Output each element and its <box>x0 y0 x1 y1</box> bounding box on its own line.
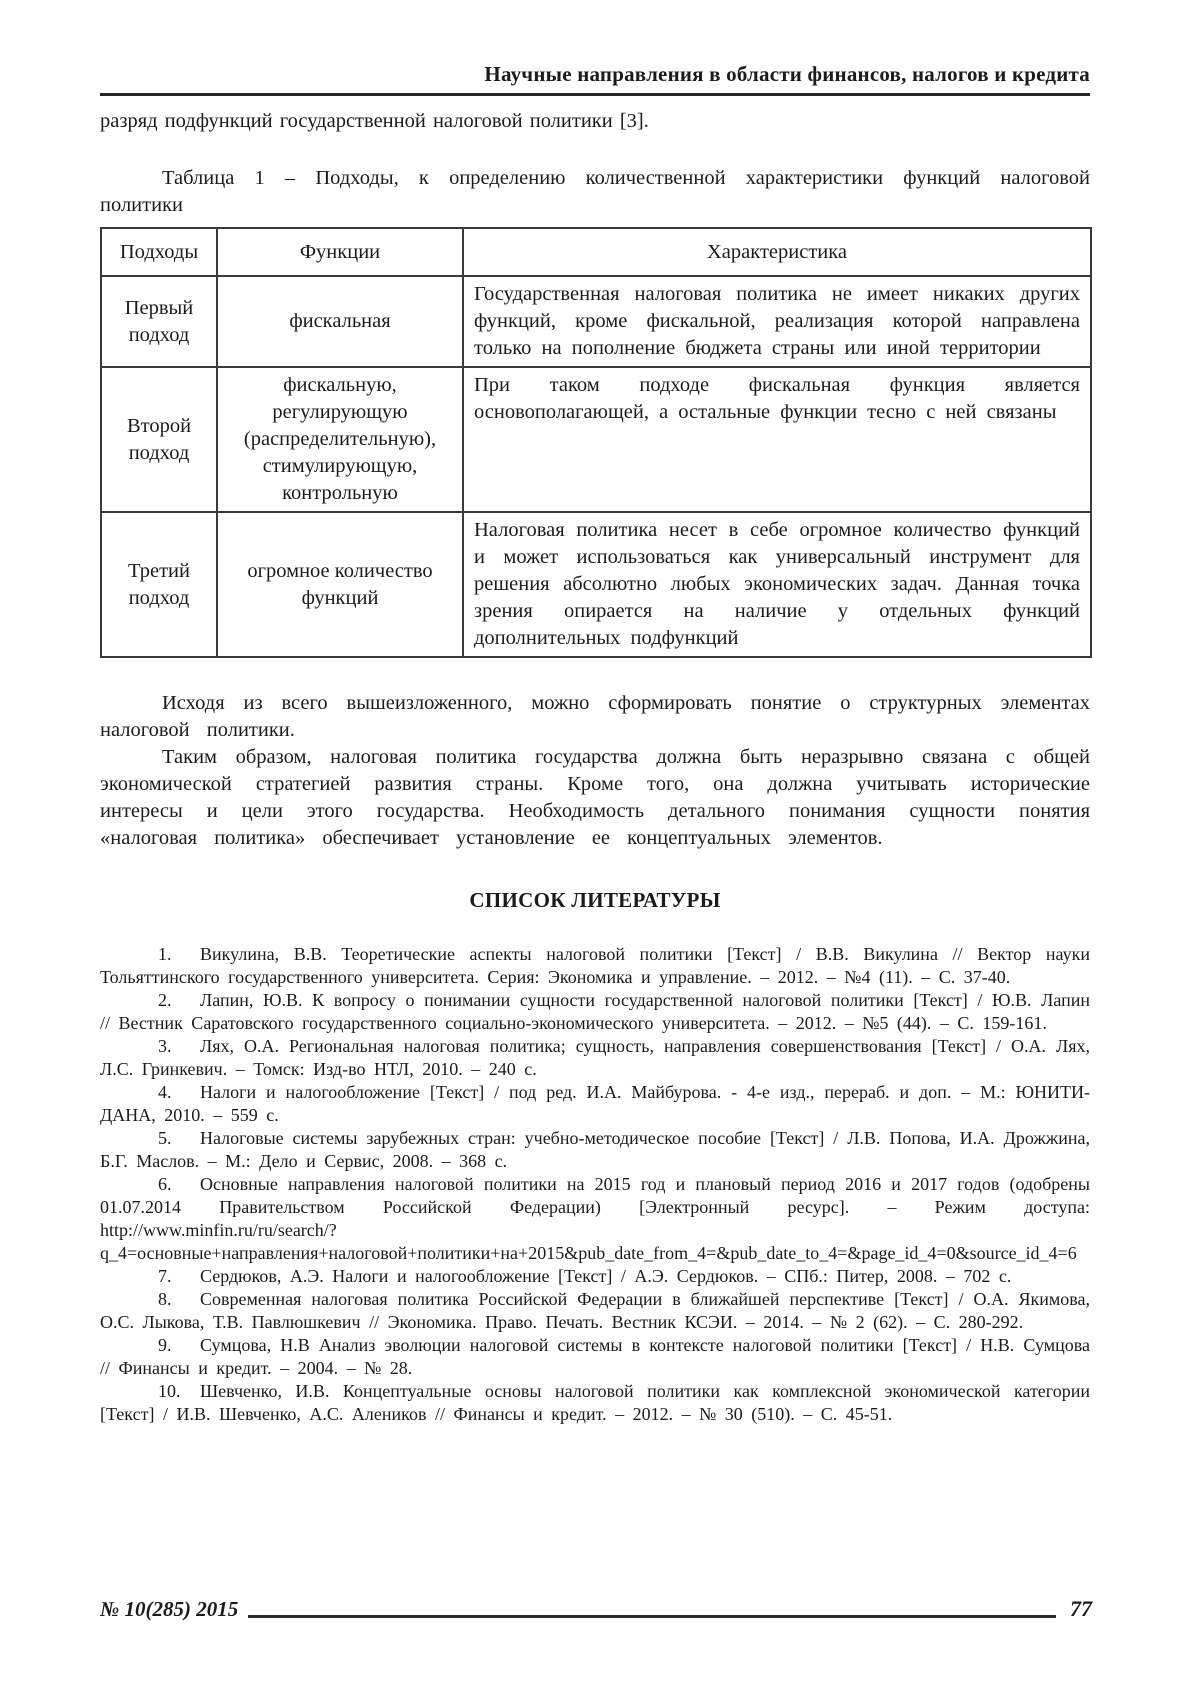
characteristic-cell: Налоговая политика несет в себе огромное количество функций и может использоваться как универсальный инструмент для решения абсолютно любых экономических задач. Данная точка зрения опирается на наличие у отдельных функций дополнительных подфункций <box>463 512 1091 657</box>
running-head <box>100 0 1090 96</box>
reference-number: 2. <box>158 990 172 1010</box>
reference-item <box>100 1173 1090 1265</box>
issue-label: № 10(285) 2015 <box>100 1597 239 1621</box>
reference-item <box>100 1127 1090 1173</box>
reference-item <box>100 1334 1090 1380</box>
reference-number: 4. <box>158 1082 172 1102</box>
reference-number: 6. <box>158 1174 172 1194</box>
body-paragraph: Исходя из всего вышеизложенного, можно сформировать понятие о структурных элементах налоговой политики. <box>100 692 1090 741</box>
table-caption: Таблица 1 – Подходы, к определению количественной характеристики функций налоговой политики <box>100 167 1090 216</box>
functions-cell: фискальная <box>217 276 463 367</box>
references-heading: СПИСОК ЛИТЕРАТУРЫ <box>469 888 721 912</box>
reference-text: Сердюков, А.Э. Налоги и налогообложение [Текст] / А.Э. Сердюков. – СПб.: Питер, 2008. – 702 с. <box>200 1266 1012 1286</box>
page-content <box>100 0 1090 1426</box>
table-row <box>101 512 1091 657</box>
reference-text: Шевченко, И.В. Концептуальные основы налоговой политики как комплексной экономической категории [Текст] / И.В. Шевченко, А.С. Алеников // Финансы и кредит. – 2012. – № 30 (510). – С. 45-51. <box>100 1381 1090 1424</box>
reference-text: Лях, О.А. Региональная налоговая политика; сущность, направления совершенствования [Текст] / О.А. Лях, Л.С. Гринкевич. – Томск: Изд-во НТЛ, 2010. – 240 с. <box>100 1036 1090 1079</box>
characteristic-cell: При таком подходе фискальная функция является основополагающей, а остальные функции тесно с ней связаны <box>463 367 1091 512</box>
reference-text: Современная налоговая политика Российской Федерации в ближайшей перспективе [Текст] / О.А. Якимова, О.С. Лыкова, Т.В. Павлюшкевич // Экономика. Право. Печать. Вестник КСЭИ. – 2014. – № 2 (62). – С. 280-292. <box>100 1289 1090 1332</box>
body-paragraph: Таким образом, налоговая политика государства должна быть неразрывно связана с общей экономической стратегией развития страны. Кроме того, она должна учитывать исторические интересы и цели этого государства. Необходимость детального понимания сущности понятия «налоговая политика» обеспечивает установление ее концептуальных элементов. <box>100 746 1090 849</box>
reference-number: 5. <box>158 1128 172 1148</box>
reference-text: Сумцова, Н.В Анализ эволюции налоговой системы в контексте налоговой политики [Текст] / Н.В. Сумцова // Финансы и кредит. – 2004. – № 28. <box>100 1335 1090 1378</box>
approach-cell: Первый подход <box>101 276 217 367</box>
column-header-approaches: Подходы <box>101 228 217 276</box>
approach-cell: Третий подход <box>101 512 217 657</box>
footer-rule <box>248 1615 1056 1618</box>
reference-number: 1. <box>158 944 172 964</box>
reference-item <box>100 1035 1090 1081</box>
references-list <box>100 943 1090 1426</box>
table-row <box>101 276 1091 367</box>
reference-number: 7. <box>158 1266 172 1286</box>
reference-text: Налоговые системы зарубежных стран: учебно-методическое пособие [Текст] / Л.В. Попова, И.А. Дрожжина, Б.Г. Маслов. – М.: Дело и Сервис, 2008. – 368 с. <box>100 1128 1090 1171</box>
reference-item <box>100 1265 1090 1288</box>
functions-cell: огромное количество функций <box>217 512 463 657</box>
page-number: 77 <box>1070 1596 1092 1621</box>
functions-cell: фискальную, регулирующую (распределительную), стимулирующую, контрольную <box>217 367 463 512</box>
intro-paragraph: разряд подфункций государственной налоговой политики [3]. <box>100 110 649 132</box>
reference-item <box>100 1380 1090 1426</box>
reference-number: 10. <box>158 1381 181 1401</box>
page-footer <box>100 1596 1092 1622</box>
approach-cell: Второй подход <box>101 367 217 512</box>
reference-item <box>100 943 1090 989</box>
reference-item <box>100 989 1090 1035</box>
approaches-table <box>100 227 1092 658</box>
column-header-functions: Функции <box>217 228 463 276</box>
characteristic-cell: Государственная налоговая политика не имеет никаких других функций, кроме фискальной, реализация которой направлена только на пополнение бюджета страны или иной территории <box>463 276 1091 367</box>
reference-text: Лапин, Ю.В. К вопросу о понимании сущности государственной налоговой политики [Текст] / Ю.В. Лапин // Вестник Саратовского государственного социально-экономического университета. – 2012. – №5 (44). – С. 159-161. <box>100 990 1090 1033</box>
reference-item <box>100 1288 1090 1334</box>
reference-number: 8. <box>158 1289 172 1309</box>
reference-item <box>100 1081 1090 1127</box>
column-header-characteristic: Характеристика <box>463 228 1091 276</box>
table-header-row <box>101 228 1091 276</box>
reference-text: Налоги и налогообложение [Текст] / под ред. И.А. Майбурова. - 4-е изд., перераб. и доп. – М.: ЮНИТИ-ДАНА, 2010. – 559 с. <box>100 1082 1090 1125</box>
reference-text: Основные направления налоговой политики на 2015 год и плановый период 2016 и 2017 годов (одобрены 01.07.2014 Правительством Российской Федерации) [Электронный ресурс]. – Режим доступа: http://www.minfin.ru/ru/search/?q_4=основные+направления+налоговой+политики+на+2015&pub_date_from_4=&pub_date_to_4=&page_id_4=0&source_id_4=6 <box>100 1174 1090 1263</box>
table-row <box>101 367 1091 512</box>
reference-text: Викулина, В.В. Теоретические аспекты налоговой политики [Текст] / В.В. Викулина // Вектор науки Тольяттинского государственного университета. Серия: Экономика и управление. – 2012. – №4 (11). – С. 37-40. <box>100 944 1090 987</box>
reference-number: 3. <box>158 1036 172 1056</box>
reference-number: 9. <box>158 1335 172 1355</box>
running-head-title: Научные направления в области финансов, налогов и кредита <box>484 62 1090 86</box>
